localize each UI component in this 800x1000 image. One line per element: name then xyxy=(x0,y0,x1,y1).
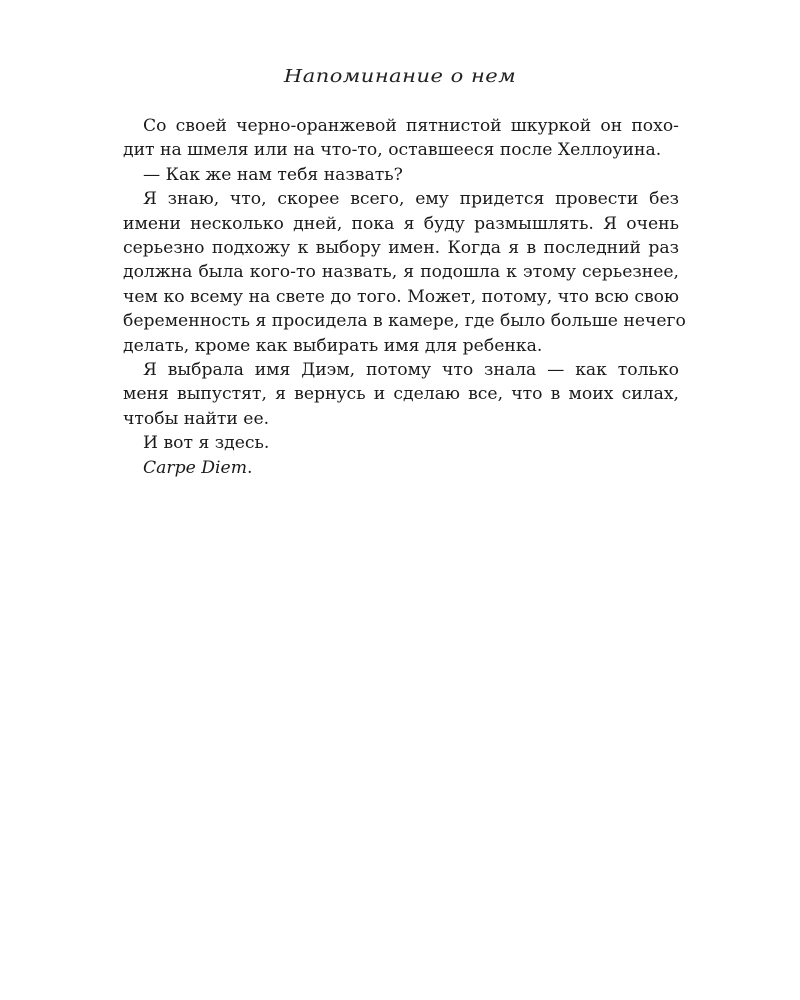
paragraph xyxy=(123,114,679,163)
text-line: меня выпустят, я вернусь и сделаю все, что в моих силах, xyxy=(123,384,679,405)
paragraph xyxy=(123,358,679,431)
text-line: дит на шмеля или на что-то, оставшееся после Хеллоуина. xyxy=(123,140,662,161)
body-text xyxy=(123,114,686,480)
text-line: делать, кроме как выбирать имя для ребенка. xyxy=(123,335,543,356)
text-line: И вот я здесь. xyxy=(143,433,270,454)
text-line: — Как же нам тебя назвать? xyxy=(143,164,403,185)
paragraph xyxy=(123,187,686,358)
text-line xyxy=(123,456,679,480)
text-line: чем ко всему на свете до того. Может, потому, что всю свою xyxy=(123,286,679,307)
text-line: чтобы найти ее. xyxy=(123,408,270,429)
text-line: серьезно подхожу к выбору имен. Когда я в последний раз xyxy=(123,238,679,259)
text-line: имени несколько дней, пока я буду размышлять. Я очень xyxy=(123,213,679,234)
text-line: должна была кого-то назвать, я подошла к этому серьезнее, xyxy=(123,262,679,283)
running-head: Напоминание о нем xyxy=(283,65,517,87)
closing-punctuation: . xyxy=(247,457,253,478)
paragraph xyxy=(123,431,679,455)
text-line: Со своей черно-оранжевой пятнистой шкуркой он похо- xyxy=(143,116,679,136)
text-line: Я знаю, что, скорее всего, ему придется провести без xyxy=(143,189,679,210)
closing-italic: Carpe Diem xyxy=(143,457,247,478)
text-line: Я выбрала имя Диэм, потому что знала — как только xyxy=(143,360,679,381)
paragraph xyxy=(123,163,679,187)
text-line: беременность я просидела в камере, где было больше нечего xyxy=(123,311,686,332)
closing-paragraph xyxy=(123,456,679,480)
